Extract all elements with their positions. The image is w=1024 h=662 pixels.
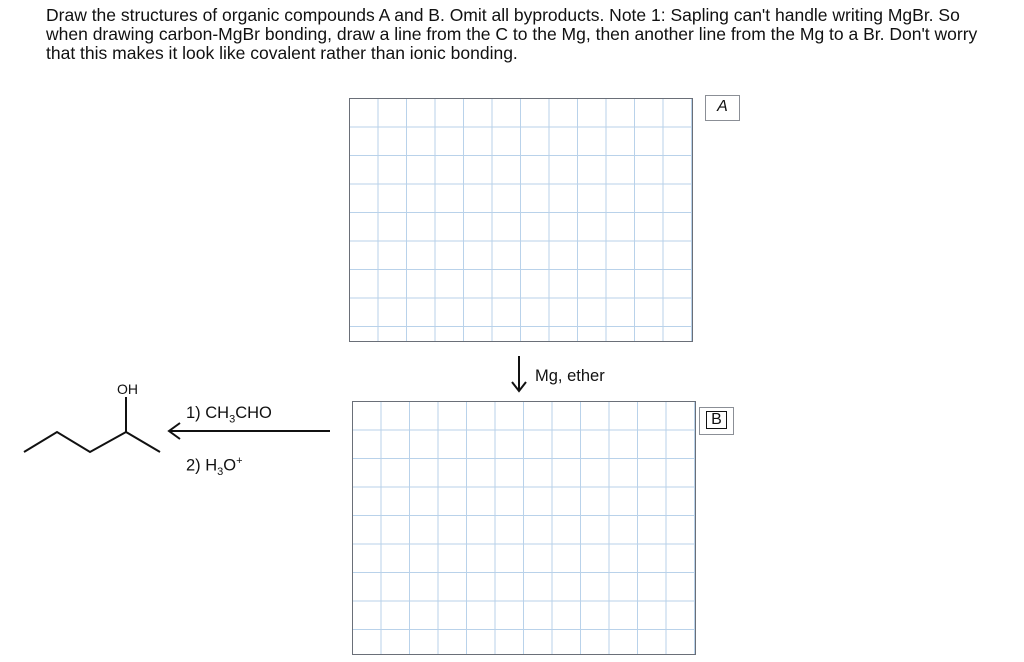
canvas-b-label: B (699, 407, 734, 435)
instructions-text: Draw the structures of organic compounds A and B. Omit all byproducts. Note 1: Sapling can't handle writing MgBr. So when drawing carbon-MgBr bonding, draw a line from the C to the Mg, then another line from the Mg to a Br. Don't worry that this makes it look like covalent rather than ionic bonding. (46, 5, 978, 63)
oh-label: OH (117, 381, 138, 397)
reagent-ch3cho: 1) $CH_3CHO$ (186, 404, 272, 426)
reagent-h3o: 2) $H_3O^+$ (186, 455, 243, 478)
reagent-mg-ether: Mg, ether (535, 367, 605, 385)
canvas-a-label: A (705, 95, 740, 121)
